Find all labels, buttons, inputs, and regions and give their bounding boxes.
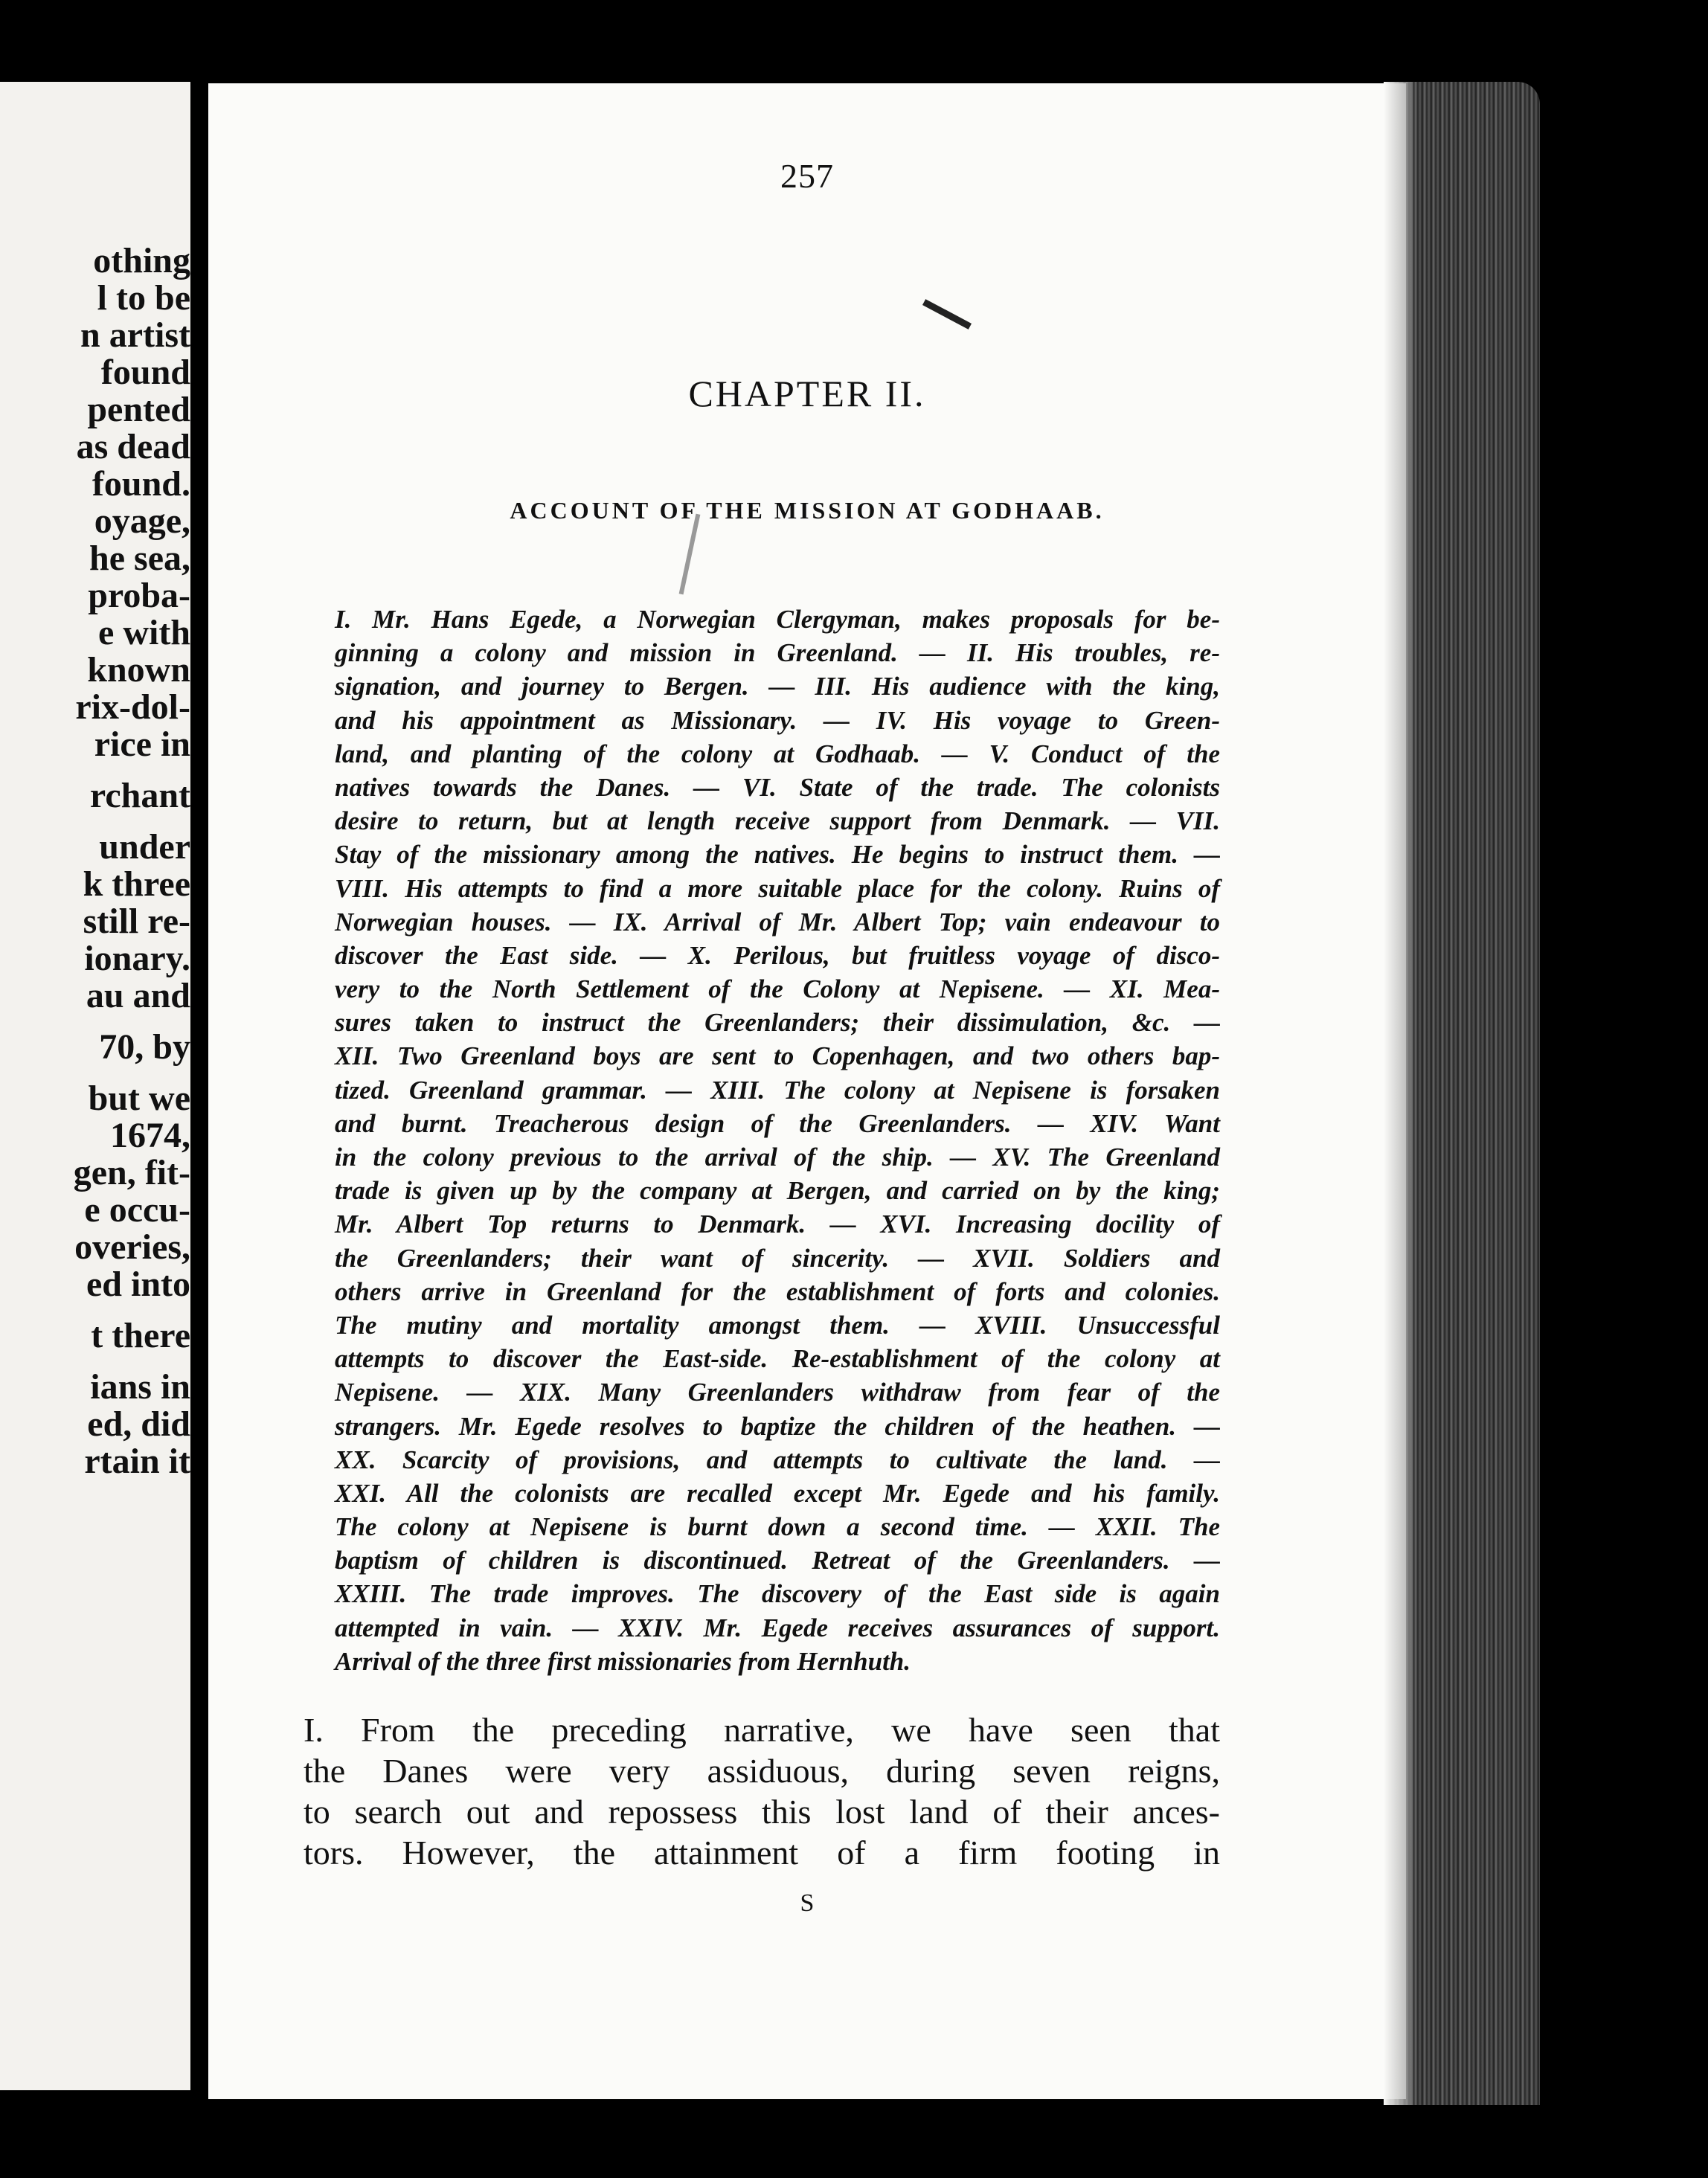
summary-line: ginning a colony and mission in Greenland. — II. His troubles, re- — [335, 638, 1220, 668]
body-line: I. From the preceding narrative, we have seen that — [304, 1711, 1220, 1749]
summary-line: in the colony previous to the arrival of the ship. — XV. The Greenland — [335, 1143, 1220, 1172]
left-page-line: but we — [88, 1079, 190, 1118]
summary-line: sures taken to instruct the Greenlanders; their dissimulation, &c. — — [335, 1008, 1220, 1038]
left-page-line: proba- — [88, 576, 190, 615]
book-gutter — [190, 82, 208, 2090]
summary-line: Nepisene. — XIX. Many Greenlanders withdraw from fear of the — [335, 1378, 1220, 1407]
left-page-line: gen, fit- — [73, 1153, 190, 1192]
summary-line: The colony at Nepisene is burnt down a second time. — XXII. The — [335, 1512, 1220, 1542]
left-page-line: known — [87, 650, 190, 690]
summary-line: Stay of the missionary among the natives. He begins to instruct them. — — [335, 840, 1220, 870]
summary-line: land, and planting of the colony at Godhaab. — V. Conduct of the — [335, 739, 1220, 768]
summary-line: Arrival of the three first missionaries from Hernhuth. — [335, 1646, 911, 1676]
left-page-line: e occu- — [84, 1190, 190, 1230]
body-line: tors. However, the attainment of a firm footing in — [304, 1834, 1220, 1872]
left-page-line: rix-dol- — [75, 687, 190, 727]
left-page-line: k three — [83, 864, 190, 904]
summary-line: VIII. His attempts to find a more suitable place for the colony. Ruins of — [335, 873, 1220, 903]
summary-line: attempted in vain. — XXIV. Mr. Egede receives assurances of support. — [335, 1613, 1220, 1642]
summary-line: natives towards the Danes. — VI. State of the trade. The colonists — [335, 772, 1220, 802]
signature-mark: S — [800, 1889, 815, 1917]
left-page-line: 70, by — [99, 1027, 190, 1067]
summary-line: XX. Scarcity of provisions, and attempts to cultivate the land. — — [335, 1445, 1220, 1474]
left-page-line: e with — [98, 613, 190, 652]
left-page-line: oyage, — [94, 501, 190, 541]
left-page-line: ians in — [90, 1367, 190, 1407]
left-page-line: ionary. — [84, 939, 190, 978]
left-page-line: l to be — [97, 278, 190, 318]
left-page-text — [0, 242, 190, 1480]
body-line: to search out and repossess this lost land of their ances- — [304, 1793, 1220, 1831]
left-page-line: ed into — [86, 1265, 190, 1304]
left-page-line: t there — [91, 1316, 190, 1355]
left-page-line: under — [99, 827, 190, 867]
left-page-line: othing — [93, 241, 190, 280]
left-page-line: found — [100, 353, 190, 392]
summary-line: Mr. Albert Top returns to Denmark. — XVI. Increasing docility of — [335, 1210, 1220, 1239]
left-page-line: ed, did — [87, 1404, 190, 1444]
chapter-summary — [335, 603, 1220, 1678]
left-page-line: au and — [86, 976, 190, 1015]
book-fore-edge — [1391, 82, 1540, 2105]
left-page-line: he sea, — [89, 539, 190, 578]
summary-line: The mutiny and mortality amongst them. — XVIII. Unsuccessful — [335, 1310, 1220, 1340]
left-page-line: rice in — [94, 725, 190, 764]
chapter-subtitle: ACCOUNT OF THE MISSION AT GODHAAB. — [510, 497, 1105, 524]
left-page-line: still re- — [83, 902, 190, 941]
summary-line: discover the East side. — X. Perilous, but fruitless voyage of disco- — [335, 940, 1220, 970]
summary-line: and his appointment as Missionary. — IV. His voyage to Green- — [335, 705, 1220, 735]
summary-line: I. Mr. Hans Egede, a Norwegian Clergyman, makes proposals for be- — [335, 605, 1220, 634]
summary-line: tized. Greenland grammar. — XIII. The colony at Nepisene is forsaken — [335, 1075, 1220, 1105]
body-line: the Danes were very assiduous, during seven reigns, — [304, 1752, 1220, 1790]
body-paragraph — [304, 1709, 1220, 1873]
left-page-line: as dead — [76, 427, 190, 466]
page-number: 257 — [780, 157, 834, 195]
summary-line: baptism of children is discontinued. Retreat of the Greenlanders. — — [335, 1546, 1220, 1575]
summary-line: others arrive in Greenland for the establishment of forts and colonies. — [335, 1276, 1220, 1306]
summary-line: and burnt. Treacherous design of the Greenlanders. — XIV. Want — [335, 1108, 1220, 1138]
left-page-line: rchant — [89, 776, 190, 815]
summary-line: XII. Two Greenland boys are sent to Copenhagen, and two others bap- — [335, 1041, 1220, 1071]
summary-line: strangers. Mr. Egede resolves to baptize the children of the heathen. — — [335, 1411, 1220, 1441]
left-page-line: rtain it — [84, 1442, 190, 1481]
left-page-line: found. — [92, 464, 190, 504]
left-page-line: 1674, — [110, 1116, 190, 1155]
chapter-title: CHAPTER II. — [688, 373, 926, 414]
adjacent-left-page — [0, 82, 190, 2090]
summary-line: desire to return, but at length receive support from Denmark. — VII. — [335, 806, 1220, 836]
summary-line: Norwegian houses. — IX. Arrival of Mr. Albert Top; vain endeavour to — [335, 907, 1220, 937]
summary-line: XXIII. The trade improves. The discovery of the East side is again — [335, 1579, 1220, 1609]
summary-line: XXI. All the colonists are recalled except Mr. Egede and his family. — [335, 1478, 1220, 1508]
summary-line: the Greenlanders; their want of sincerity. — XVII. Soldiers and — [335, 1243, 1220, 1273]
left-page-line: n artist — [80, 315, 190, 355]
left-page-line: pented — [87, 390, 190, 429]
summary-line: attempts to discover the East-side. Re-establishment of the colony at — [335, 1344, 1220, 1374]
summary-line: signation, and journey to Bergen. — III. His audience with the king, — [335, 672, 1220, 701]
summary-line: trade is given up by the company at Bergen, and carried on by the king; — [335, 1176, 1220, 1206]
left-page-line: overies, — [74, 1227, 190, 1267]
summary-line: very to the North Settlement of the Colony at Nepisene. — XI. Mea- — [335, 974, 1220, 1004]
